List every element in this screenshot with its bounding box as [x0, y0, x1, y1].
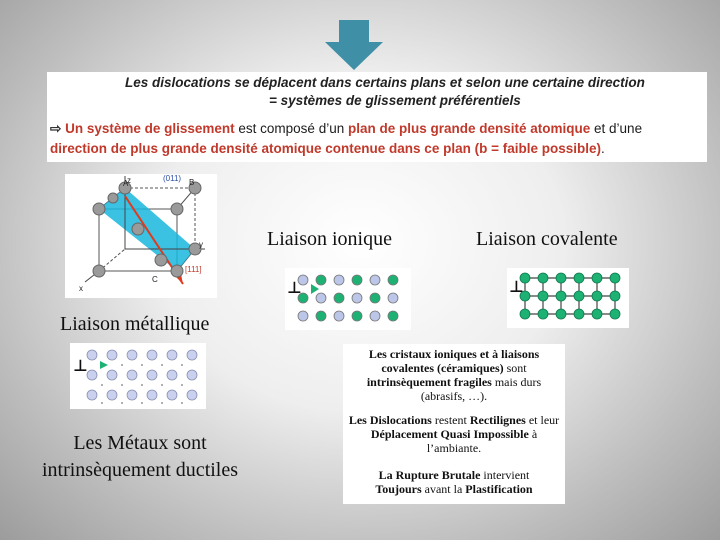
note-dislocations: Les Dislocations restent Rectilignes et leur Déplacement Quasi Impossible à l’ambiante.	[348, 413, 560, 455]
label-metallic: Liaison métallique	[60, 313, 210, 335]
label-z: z	[127, 176, 131, 185]
label-ionic: Liaison ionique	[267, 228, 392, 250]
covalent-lattice	[507, 268, 629, 328]
label-x: x	[79, 284, 83, 293]
down-arrow-icon	[325, 20, 383, 70]
ceramics-note	[343, 344, 565, 504]
label-y: y	[199, 240, 203, 249]
direction-label: [111]	[185, 265, 202, 274]
label-b: B	[189, 178, 195, 187]
metallic-lattice	[70, 343, 206, 409]
slip-system-definition: ⇨ Un système de glissement est composé d’un plan de plus grande densité atomique et d’une direction de plus grande densité atomique contenue dans ce plan (b = faible possible).	[50, 121, 643, 156]
dislocation-symbol: ⊥	[509, 277, 524, 296]
metals-ductile-text: Les Métaux sont intrinsèquement ductiles	[41, 432, 239, 481]
plane-label: (011)	[163, 174, 182, 183]
definition-banner	[47, 72, 707, 162]
label-c: C	[152, 275, 158, 284]
label-covalent: Liaison covalente	[476, 228, 618, 250]
note-rupture: La Rupture Brutale intervient Toujours avant la Plastification	[375, 468, 533, 496]
ionic-lattice	[285, 268, 411, 330]
banner-line-2: = systèmes de glissement préférentiels	[269, 93, 521, 108]
note-brittle: Les cristaux ioniques et à liaisons covalentes (céramiques) sont intrinsèquement fragiles mais durs (abrasifs, …).	[366, 347, 542, 403]
label-a: A	[123, 179, 129, 188]
arrow-icon: ⇨	[50, 121, 62, 136]
dislocation-symbol: ⊥	[73, 356, 88, 375]
crystal-cube-diagram	[65, 174, 217, 298]
dislocation-symbol: ⊥	[287, 278, 302, 297]
banner-line-1: Les dislocations se déplacent dans certains plans et selon une certaine direction	[125, 75, 645, 90]
